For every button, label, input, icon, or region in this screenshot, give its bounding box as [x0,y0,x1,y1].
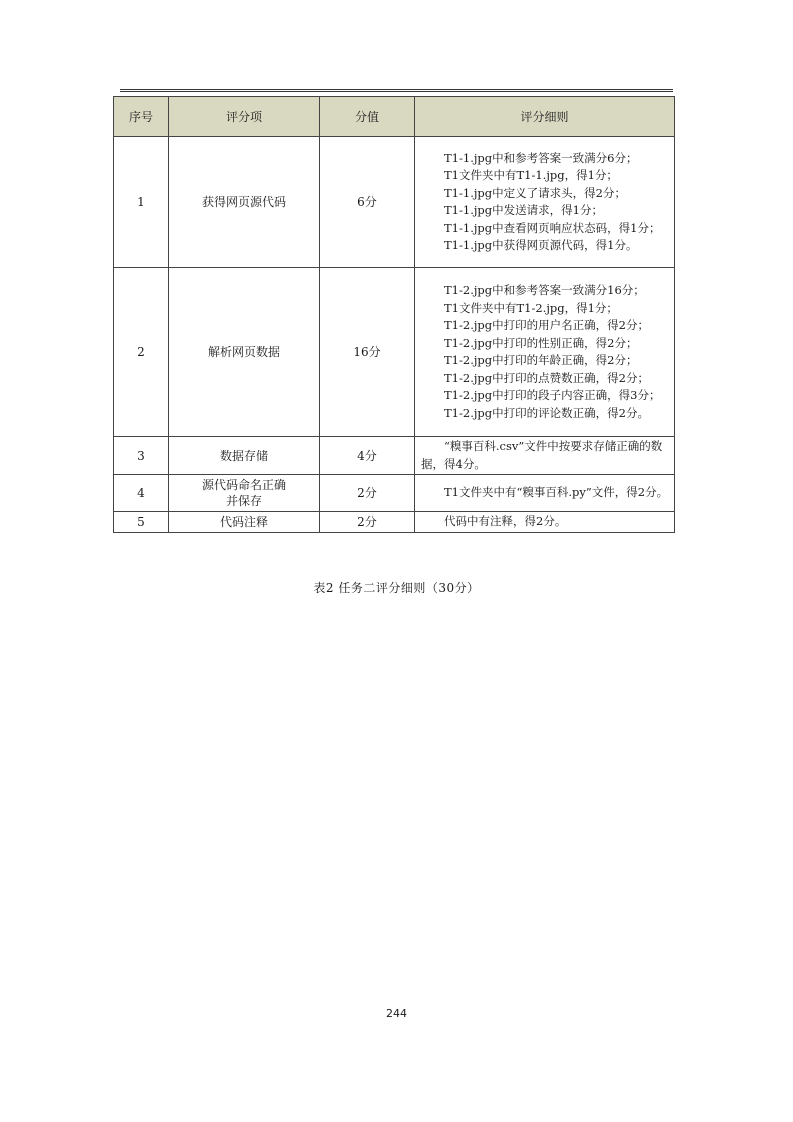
row-item: 代码注释 [169,512,320,533]
header-score: 分值 [320,97,415,137]
detail-line: T1-2.jpg中打印的点赞数正确，得2分； [444,370,649,385]
table-row [114,437,675,475]
row-details [415,268,675,437]
detail-line: T1-1.jpg中和参考答案一致满分6分； [444,150,638,165]
table-row [114,512,675,533]
row-details [415,475,675,512]
table-caption: 表2 任务二评分细则（30分） [313,581,480,595]
table-row [114,475,675,512]
row-no: 1 [114,137,169,268]
row-item: 数据存储 [169,437,320,475]
header-rule [120,89,673,92]
detail-line: T1-1.jpg中获得网页源代码，得1分。 [444,238,638,252]
detail-line: 代码中有注释，得2分。 [444,514,567,528]
detail-line: T1文件夹中有T1-1.jpg，得1分； [444,168,618,182]
detail-line: T1-2.jpg中打印的性别正确，得2分； [444,335,638,350]
detail-line: T1文件夹中有“糗事百科.py”文件，得2分。 [444,485,669,500]
row-details [415,512,675,533]
row-item: 获得网页源代码 [169,137,320,268]
row-no: 3 [114,437,169,475]
row-item: 源代码命名正确并保存 [169,475,320,512]
detail-line: T1-2.jpg中打印的段子内容正确，得3分； [444,388,661,402]
row-no: 2 [114,268,169,437]
detail-line: “糗事百科.csv”文件中按要求存储正确的数据，得4分。 [421,439,663,471]
row-score: 2分 [320,512,415,533]
table-header-row [114,97,675,137]
page-number: 244 [386,1007,407,1020]
header-no: 序号 [114,97,169,137]
row-item: 解析网页数据 [169,268,320,437]
detail-line: T1-1.jpg中查看网页响应状态码，得1分； [444,220,661,235]
detail-line: T1-2.jpg中打印的年龄正确，得2分； [444,353,638,367]
header-item: 评分项 [169,97,320,137]
table-row [114,137,675,268]
detail-line: T1-1.jpg中定义了请求头，得2分； [444,185,626,200]
detail-line: T1-2.jpg中打印的用户名正确，得2分； [444,318,649,332]
detail-line: T1-2.jpg中打印的评论数正确，得2分。 [444,405,649,420]
row-no: 4 [114,475,169,512]
row-details [415,137,675,268]
header-details: 评分细则 [415,97,675,137]
scoring-table [113,96,675,533]
table-row [114,268,675,437]
detail-line: T1-2.jpg中和参考答案一致满分16分； [444,283,645,297]
detail-line: T1-1.jpg中发送请求，得1分； [444,203,603,217]
row-details [415,437,675,475]
row-no: 5 [114,512,169,533]
row-score: 4分 [320,437,415,475]
row-score: 6分 [320,137,415,268]
row-score: 16分 [320,268,415,437]
detail-line: T1文件夹中有T1-2.jpg，得1分； [444,300,618,315]
row-score: 2分 [320,475,415,512]
